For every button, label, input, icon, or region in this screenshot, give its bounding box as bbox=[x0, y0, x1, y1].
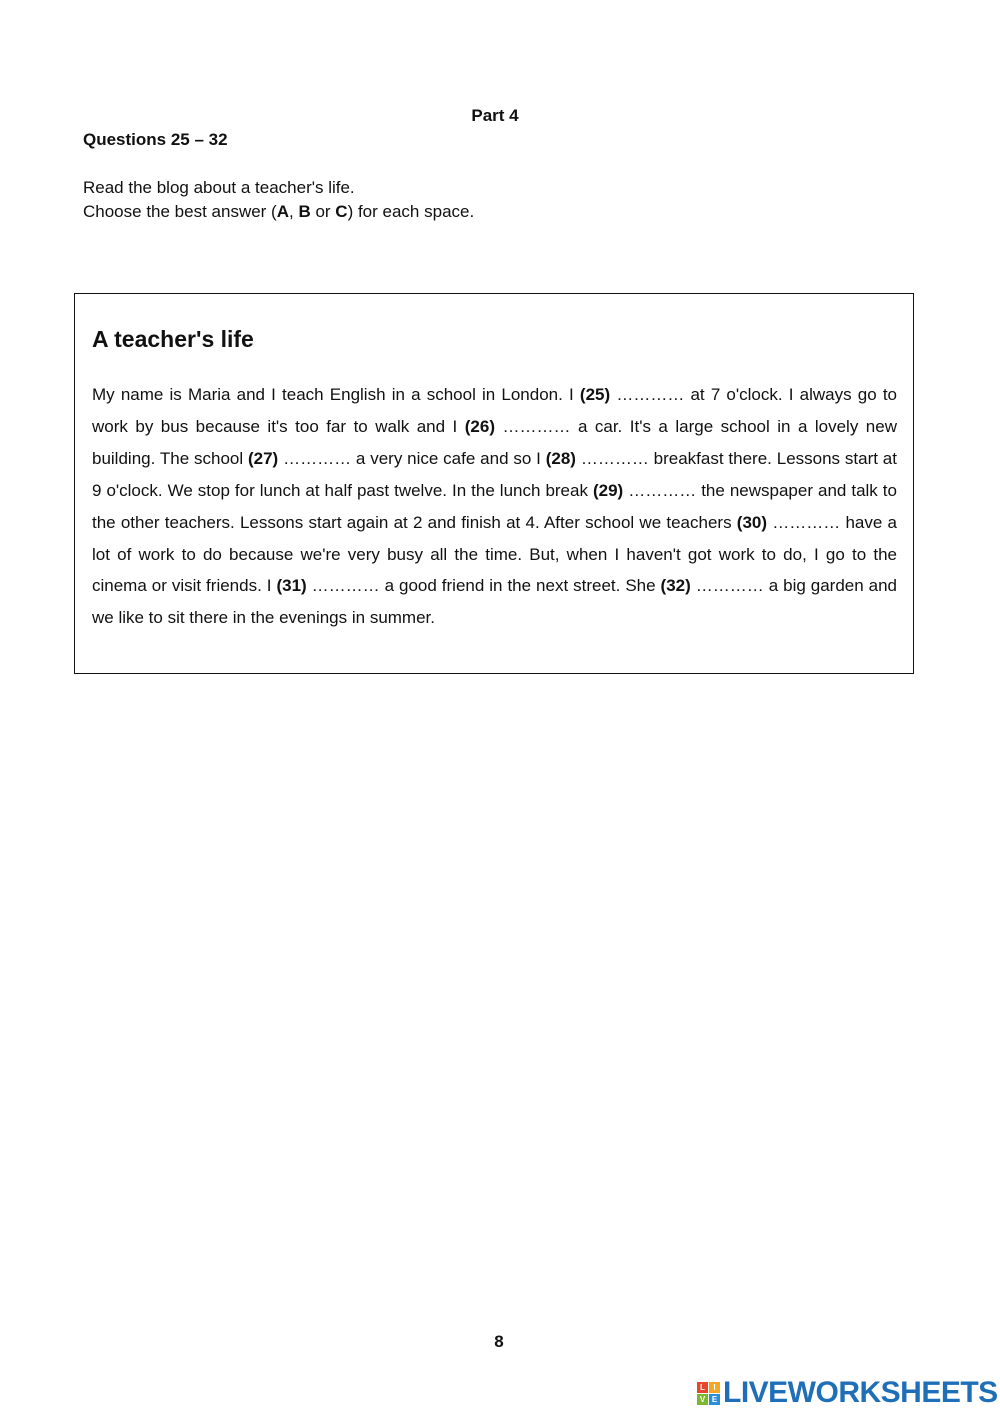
option-c: C bbox=[335, 202, 348, 221]
instruction-line-2 bbox=[83, 200, 474, 224]
question-number-30: (30) bbox=[736, 512, 768, 532]
liveworksheets-logo[interactable] bbox=[697, 1377, 998, 1409]
question-number-29: (29) bbox=[592, 480, 624, 500]
instruction-suffix: ) for each space. bbox=[347, 202, 475, 221]
blog-segment: the newspaper and talk to the other teachers. Lessons start again at 2 and finish at 4. After school we teachers bbox=[92, 480, 897, 532]
liveworksheets-logo-icon bbox=[697, 1382, 720, 1405]
answer-gap-27[interactable]: ………… bbox=[283, 448, 352, 468]
question-number-26: (26) bbox=[464, 416, 495, 436]
logo-tile: L bbox=[697, 1382, 708, 1393]
option-a: A bbox=[276, 202, 289, 221]
answer-gap-28[interactable]: ………… bbox=[580, 448, 649, 468]
blog-segment: a car. It's a large school in a lovely new building. The school bbox=[92, 416, 897, 468]
option-b: B bbox=[298, 202, 311, 221]
questions-range: Questions 25 – 32 bbox=[83, 130, 228, 149]
instruction-separator-2: or bbox=[310, 202, 336, 221]
page-number: 8 bbox=[494, 1332, 504, 1351]
answer-gap-30[interactable]: ………… bbox=[772, 512, 841, 532]
instruction-prefix: Choose the best answer ( bbox=[83, 202, 277, 221]
question-number-32: (32) bbox=[660, 576, 691, 596]
logo-tile: E bbox=[709, 1394, 720, 1405]
blog-segment: a good friend in the next street. She bbox=[379, 576, 661, 596]
question-number-31: (31) bbox=[276, 576, 307, 596]
part-title: Part 4 bbox=[471, 106, 519, 125]
question-number-25: (25) bbox=[579, 385, 611, 404]
answer-gap-32[interactable]: ………… bbox=[695, 576, 764, 596]
answer-gap-26[interactable]: ………… bbox=[502, 416, 571, 436]
blog-segment: breakfast there. Lessons start at 9 o'clock. We stop for lunch at half past twelve. In the lunch break bbox=[92, 448, 897, 500]
blog-title: A teacher's life bbox=[92, 326, 254, 352]
blog-segment: My name is Maria and I teach English in a school in London. I bbox=[92, 385, 580, 404]
logo-tile: I bbox=[709, 1382, 720, 1393]
answer-gap-31[interactable]: ………… bbox=[311, 576, 380, 596]
instructions bbox=[83, 176, 474, 224]
instruction-line-1: Read the blog about a teacher's life. bbox=[83, 178, 355, 197]
answer-gap-29[interactable]: ………… bbox=[628, 480, 697, 500]
question-number-27: (27) bbox=[247, 448, 279, 468]
question-number-28: (28) bbox=[545, 448, 576, 468]
blog-text bbox=[92, 379, 897, 634]
blog-segment: a very nice cafe and so I bbox=[351, 448, 546, 468]
logo-tile: V bbox=[697, 1394, 708, 1405]
blog-segment: a big garden and we like to sit there in the evenings in summer. bbox=[92, 576, 898, 628]
blog-segment: at 7 o'clock. I always go to work by bus because it's too far to walk and I bbox=[92, 385, 898, 436]
blog-segment: have a lot of work to do because we're very busy all the time. But, when I haven't got work to do, I go to the cinema or visit friends. I bbox=[92, 512, 897, 596]
answer-gap-25[interactable]: ………… bbox=[616, 385, 685, 404]
liveworksheets-wordmark: LIVEWORKSHEETS bbox=[723, 1376, 998, 1409]
instruction-separator-1: , bbox=[289, 202, 299, 221]
